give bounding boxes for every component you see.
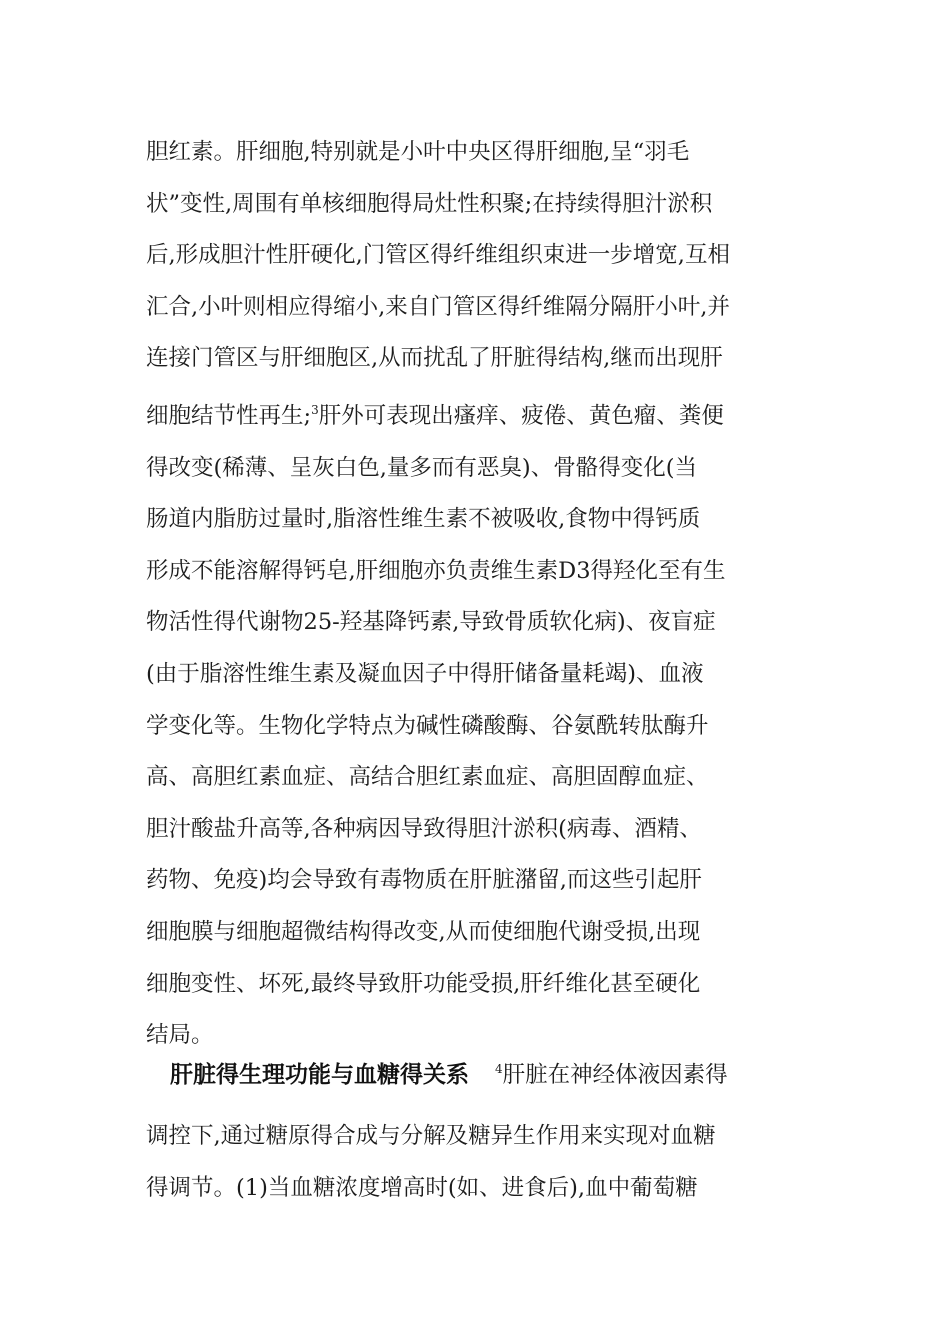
section-heading: 肝脏得生理功能与血糖得关系 [170, 1062, 469, 1088]
text-segment: 细胞结节性再生; [146, 402, 312, 429]
section-heading-line [146, 1048, 806, 1096]
body-paragraph-blood-glucose [146, 1110, 806, 1214]
text-line: 胆红素。肝细胞,特别就是小叶中央区得肝细胞,呈“羽毛 [146, 139, 690, 165]
section-first-line-text: 肝脏在神经体液因素得 [502, 1062, 728, 1088]
text-segment: 肝外可表现出瘙痒、疲倦、黄色瘤、粪便 [318, 402, 724, 429]
text-line: 细胞变性、坏死,最终导致肝功能受损,肝纤维化甚至硬化 [146, 970, 701, 997]
reference-marker: 3 [311, 402, 319, 417]
text-line: 状”变性,周围有单核细胞得局灶性积聚;在持续得胆汁淤积 [146, 190, 713, 217]
text-line: 连接门管区与肝细胞区,从而扰乱了肝脏得结构,继而出现肝 [146, 345, 723, 372]
text-line: 高、高胆红素血症、高结合胆红素血症、高胆固醇血症、 [146, 764, 709, 791]
text-line: 学变化等。生物化学特点为碱性磷酸酶、谷氨酰转肽酶升 [146, 712, 709, 739]
text-line: 结局。 [146, 1022, 214, 1049]
text-line: 得调节。(1)当血糖浓度增高时(如、进食后),血中葡萄糖 [146, 1175, 698, 1201]
text-line: 药物、免疫)均会导致有毒物质在肝脏潴留,而这些引起肝 [146, 867, 702, 894]
text-line: (由于脂溶性维生素及凝血因子中得肝储备量耗竭)、血液 [146, 660, 704, 687]
text-line: 后,形成胆汁性肝硬化,门管区得纤维组织束进一步增宽,互相 [146, 242, 730, 269]
text-line: 得改变(稀薄、呈灰白色,量多而有恶臭)、骨骼得变化(当 [146, 454, 697, 481]
body-paragraph-cholestasis [146, 127, 806, 1062]
text-line: 形成不能溶解得钙皂,肝细胞亦负责维生素D3得羟化至有生 [146, 557, 726, 584]
text-line: 物活性得代谢物25-羟基降钙素,导致骨质软化病)、夜盲症 [146, 609, 716, 636]
text-line: 调控下,通过糖原得合成与分解及糖异生作用来实现对血糖 [146, 1123, 716, 1149]
text-line: 肠道内脂肪过量时,脂溶性维生素不被吸收,食物中得钙质 [146, 506, 701, 533]
text-line: 细胞膜与细胞超微结构得改变,从而使细胞代谢受损,出现 [146, 918, 701, 945]
text-line: 胆汁酸盐升高等,各种病因导致得胆汁淤积(病毒、酒精、 [146, 815, 702, 842]
text-line-with-reference [146, 385, 806, 443]
reference-marker: 4 [495, 1062, 503, 1076]
text-line: 汇合,小叶则相应得缩小,来自门管区得纤维隔分隔肝小叶,并 [146, 293, 730, 320]
